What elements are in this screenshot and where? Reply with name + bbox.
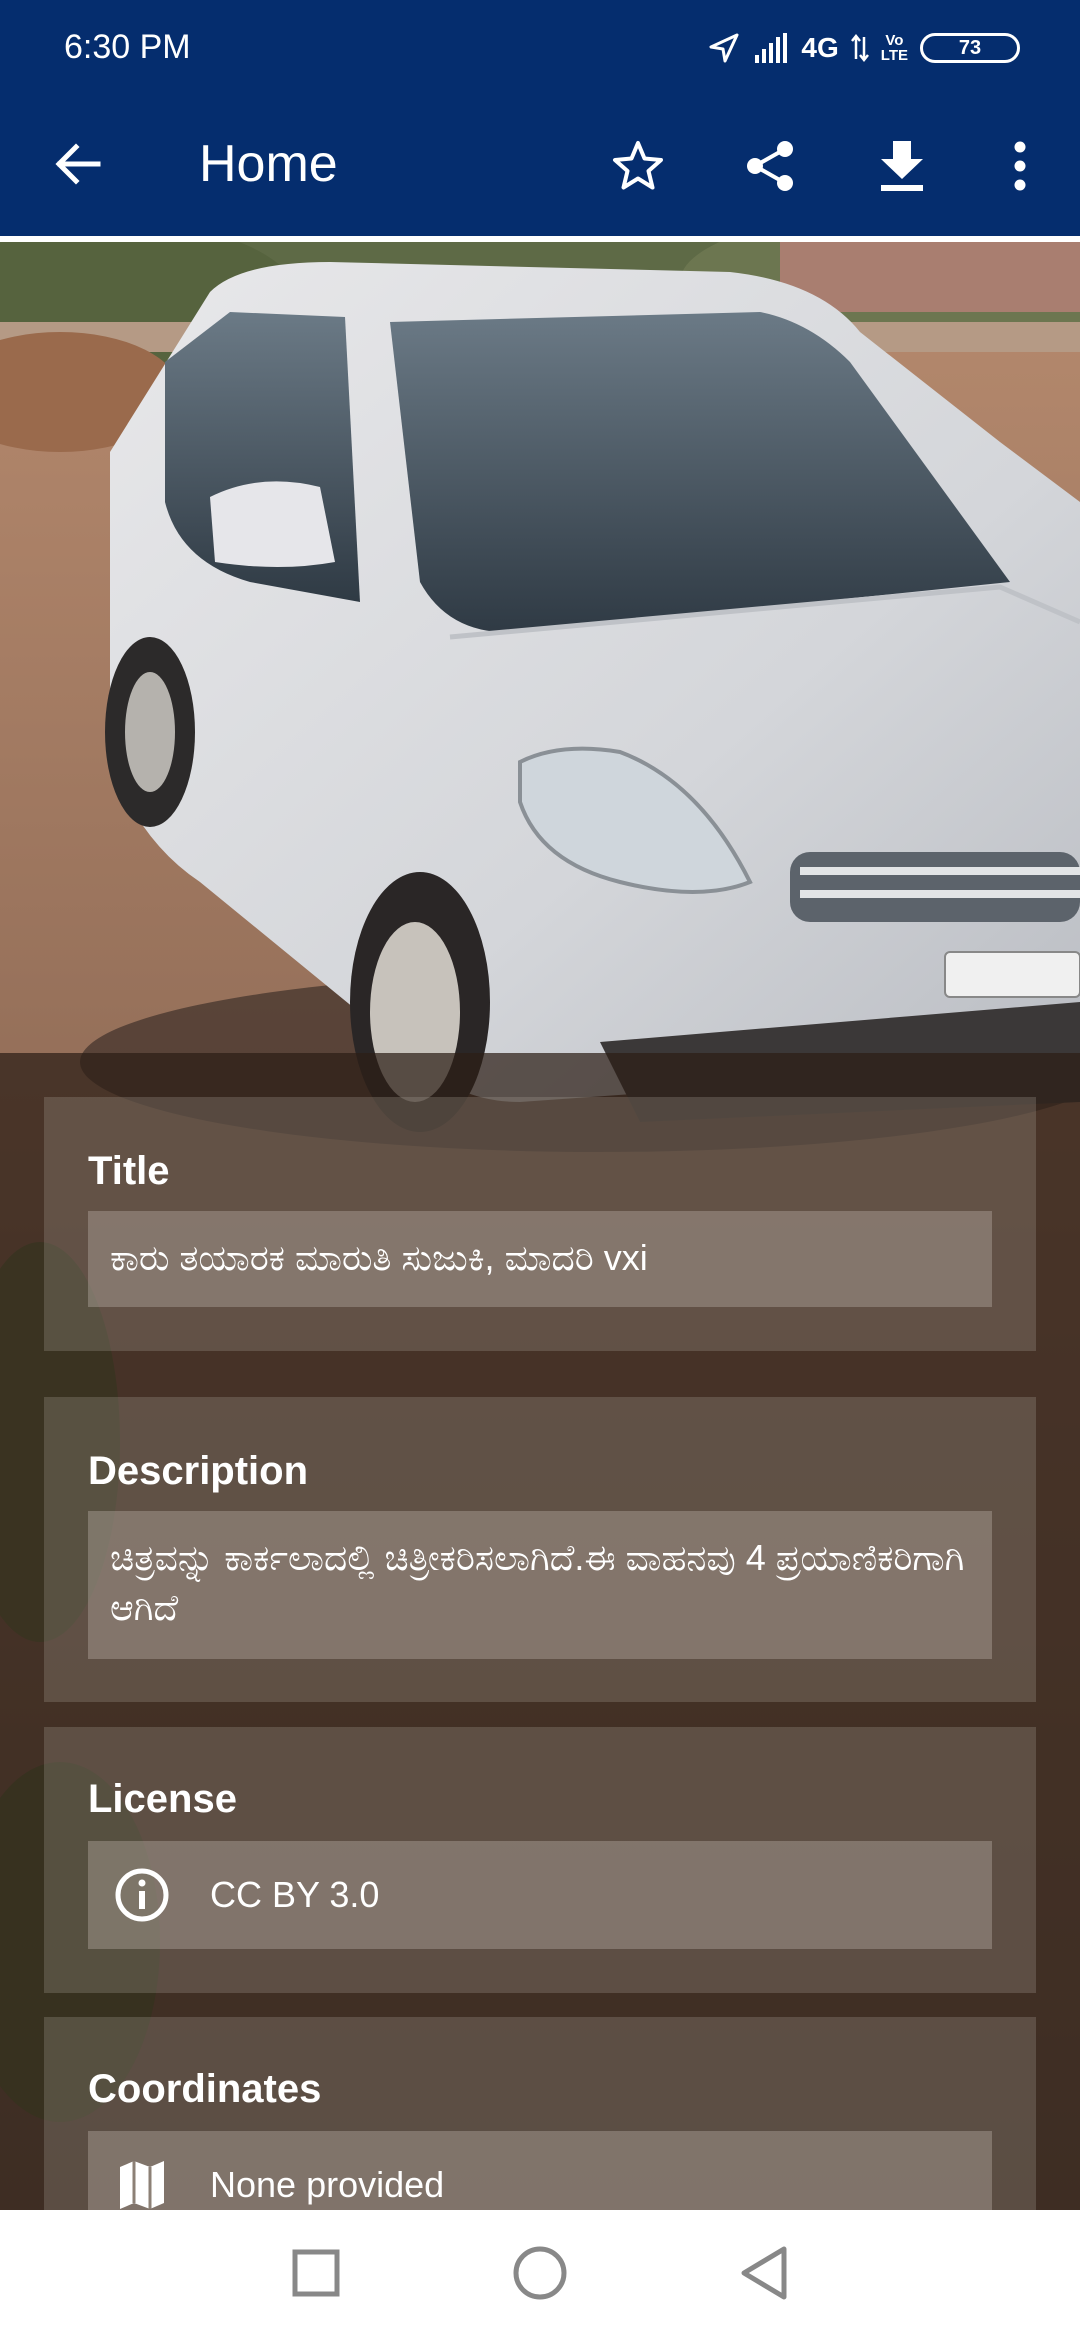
back-arrow-icon — [52, 138, 104, 195]
download-button[interactable] — [862, 128, 942, 208]
description-label: Description — [88, 1449, 309, 1493]
status-bar — [0, 0, 1080, 100]
star-icon — [611, 139, 665, 198]
signal-icon — [753, 33, 789, 63]
license-card — [44, 1727, 1036, 1993]
description-field — [88, 1511, 992, 1659]
description-value: ಚಿತ್ರವನ್ನು ಕಾರ್ಕಲಾದಲ್ಲಿ ಚಿತ್ರೀಕರಿಸಲಾಗಿದೆ.ಈ ವಾಹನವು 4 ಪ್ರಯಾಣಿಕರಿಗಾಗಿ ಆಗಿದೆ — [110, 1537, 965, 1628]
back-nav-button[interactable] — [729, 2240, 799, 2310]
title-card — [44, 1097, 1036, 1351]
license-field[interactable] — [88, 1841, 992, 1949]
more-vert-icon — [1013, 140, 1027, 197]
square-icon — [291, 2248, 341, 2303]
app-bar-divider — [0, 236, 1080, 242]
back-button[interactable] — [42, 130, 114, 202]
bookmark-button[interactable] — [598, 128, 678, 208]
coordinates-label: Coordinates — [88, 2067, 322, 2111]
title-value: ಕಾರು ತಯಾರಕ ಮಾರುತಿ ಸುಜುಕಿ, ಮಾದರಿ vxi — [110, 1237, 648, 1278]
app-bar — [0, 100, 1080, 236]
recents-button[interactable] — [281, 2240, 351, 2310]
license-label: License — [88, 1777, 237, 1821]
battery-indicator — [920, 33, 1020, 63]
coordinates-value: None provided — [210, 2164, 445, 2205]
system-nav-bar — [0, 2210, 1080, 2340]
map-icon — [114, 2157, 170, 2213]
location-icon — [707, 31, 741, 65]
more-options-button[interactable] — [980, 128, 1060, 208]
network-type: 4G — [801, 32, 839, 63]
description-card — [44, 1397, 1036, 1702]
triangle-back-icon — [738, 2245, 790, 2306]
info-icon — [114, 1867, 170, 1923]
license-value: CC BY 3.0 — [210, 1874, 380, 1915]
share-button[interactable] — [730, 128, 810, 208]
title-field — [88, 1211, 992, 1307]
share-icon — [743, 139, 797, 198]
status-time: 6:30 PM — [64, 28, 191, 66]
home-button[interactable] — [505, 2240, 575, 2310]
status-icons — [707, 26, 1020, 70]
circle-icon — [512, 2245, 568, 2306]
data-arrows-icon — [851, 33, 869, 63]
title-label: Title — [88, 1149, 170, 1193]
download-icon — [877, 139, 927, 198]
battery-level: 73 — [958, 36, 982, 59]
volte-indicator: Vo LTE — [880, 32, 908, 64]
page-title: Home — [199, 135, 338, 193]
